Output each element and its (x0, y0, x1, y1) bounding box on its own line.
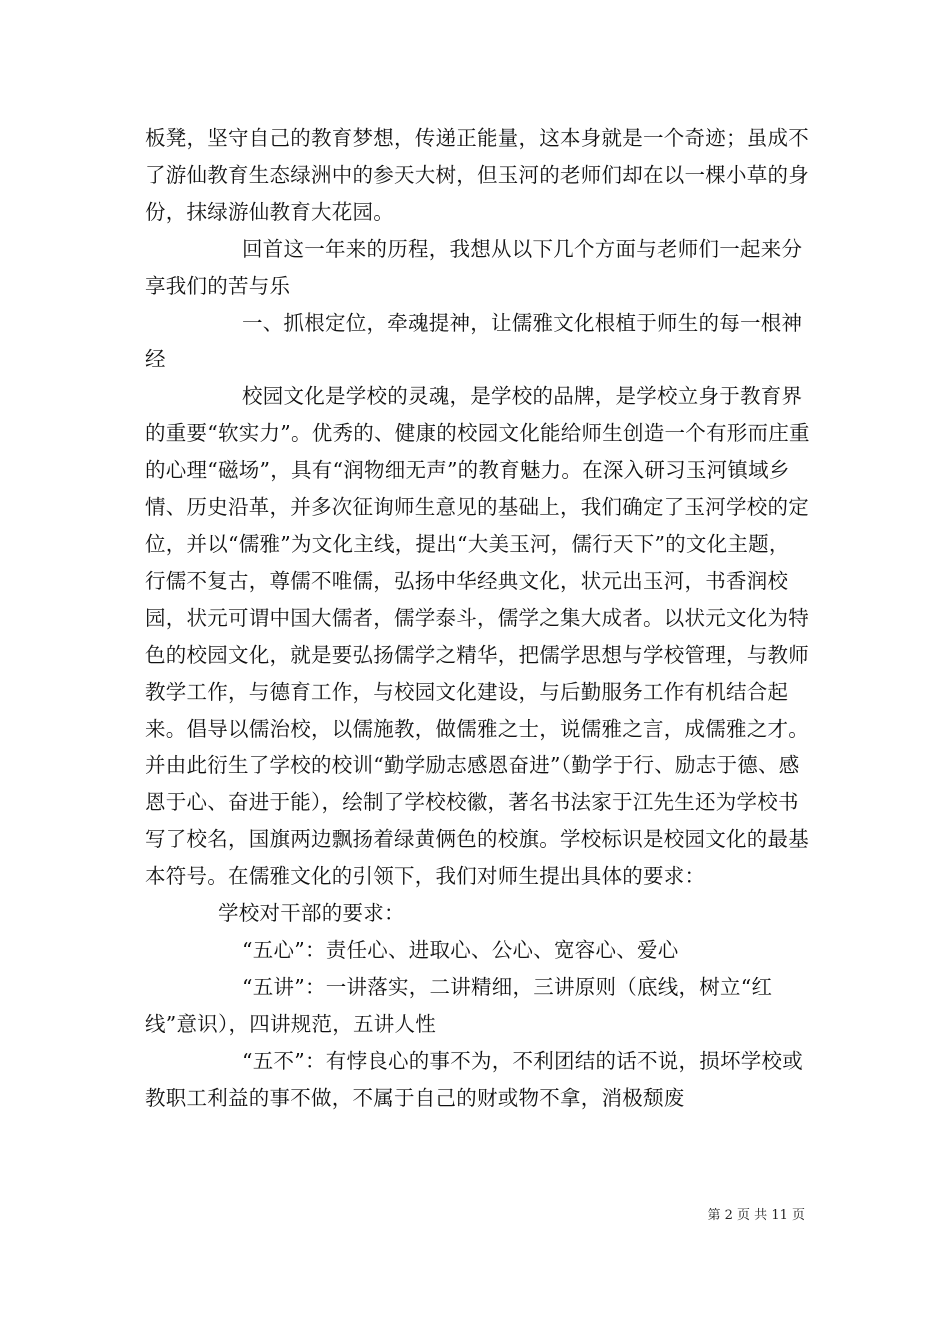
paragraph-review-intro: 回首这一年来的历程，我想从以下几个方面与老师们一起来分享我们的苦与乐 (145, 236, 803, 298)
paragraph-five-nots: “五不”：有悖良心的事不为，不利团结的话不说，损坏学校或教职工利益的事不做，不属于自己的财或物不拿，消极颓废 (145, 1048, 803, 1110)
paragraph-continuation: 板凳，坚守自己的教育梦想，传递正能量，这本身就是一个奇迹；虽成不了游仙教育生态绿洲中的参天大树，但玉河的老师们却在以一棵小草的身份，抹绿游仙教育大花园。 (145, 126, 809, 224)
page-number-footer: 第 2 页 共 11 页 (707, 1208, 805, 1223)
document-body (145, 120, 810, 1116)
section-heading-1: 一、抓根定位，牵魂提神，让儒雅文化根植于师生的每一根神经 (145, 310, 803, 372)
paragraph-five-hearts: “五心”：责任心、进取心、公心、宽容心、爱心 (242, 937, 679, 962)
paragraph-five-principles: “五讲”：一讲落实，二讲精细，三讲原则（底线，树立“红线”意识），四讲规范，五讲人性 (145, 974, 773, 1036)
paragraph-campus-culture: 校园文化是学校的灵魂，是学校的品牌，是学校立身于教育界的重要“软实力”。优秀的、健康的校园文化能给师生创造一个有形而庄重的心理“磁场”，具有“润物细无声”的教育魅力。在深入研习玉河镇域乡情、历史沿革，并多次征询师生意见的基础上，我们确定了玉河学校的定位，并以“儒雅”为文化主线，提出“大美玉河，儒行天下”的文化主题，行儒不复古，尊儒不唯儒，弘扬中华经典文化，状元出玉河，书香润校园，状元可谓中国大儒者，儒学泰斗，儒学之集大成者。以状元文化为特色的校园文化，就是要弘扬儒学之精华，把儒学思想与学校管理，与教师教学工作，与德育工作，与校园文化建设，与后勤服务工作有机结合起来。倡导以儒治校，以儒施教，做儒雅之士，说儒雅之言，成儒雅之才。并由此衍生了学校的校训“勤学励志感恩奋进”（勤学于行、励志于德、感恩于心、奋进于能），绘制了学校校徽，著名书法家于江先生还为学校书写了校名，国旗两边飘扬着绿黄俩色的校旗。学校标识是校园文化的最基本符号。在儒雅文化的引领下，我们对师生提出具体的要求： (145, 384, 810, 889)
paragraph-cadre-requirements: 学校对干部的要求： (218, 901, 405, 926)
